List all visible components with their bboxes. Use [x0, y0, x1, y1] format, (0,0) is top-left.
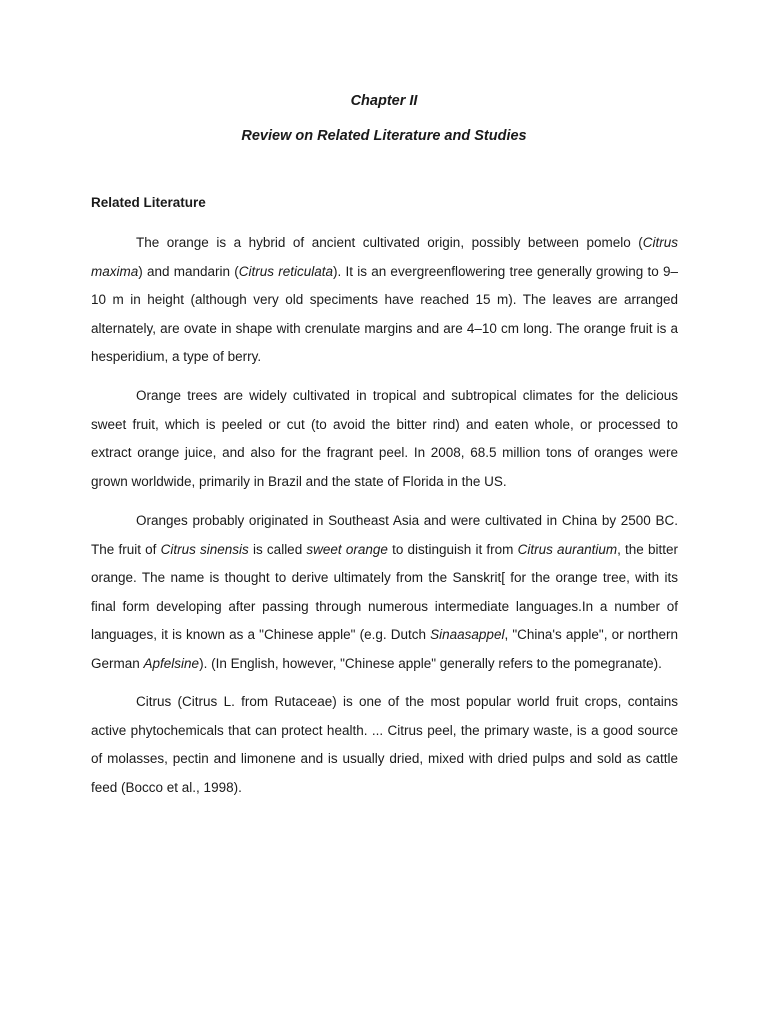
paragraph	[91, 507, 678, 678]
chapter-subtitle: Review on Related Literature and Studies	[241, 128, 527, 144]
text-run: The orange is a hybrid of ancient cultivated origin, possibly between pomelo (	[136, 235, 643, 250]
paragraph	[91, 382, 678, 496]
text-run: ). It is an evergreenflowering tree generally growing to 9–10 m in height (although very old speciments have reached 15 m). The leaves are arranged alternately, are ovate in shape with crenulate margins and are 4–10 cm long. The orange fruit is a hesperidium, a type of berry.	[91, 263, 678, 364]
chapter-title: Chapter II	[350, 93, 418, 109]
text-run: is called	[248, 541, 307, 557]
italic-text-run: Sinaasappel	[430, 627, 505, 642]
text-run: Orange trees are widely cultivated in tropical and subtropical climates for the delicious sweet fruit, which is peeled or cut (to avoid the bitter rind) and eaten whole, or processed to extract orange juice, and also for the fragrant peel. In 2008, 68.5 million tons of oranges were grown worldwide, primarily in Brazil and the state of Florida in the US.	[91, 388, 678, 489]
paragraph	[91, 688, 678, 802]
body-text-block	[91, 688, 678, 802]
italic-text-run: Apfelsine	[143, 655, 200, 671]
section-heading: Related Literature	[91, 195, 206, 210]
body-text-block	[91, 382, 678, 496]
paragraph	[91, 229, 678, 372]
body-text-block	[91, 229, 678, 372]
text-run: to distinguish it from	[387, 541, 518, 557]
text-run: Oranges probably originated in Southeast Asia and were cultivated in China by 2500 BC. The fruit of	[91, 513, 678, 557]
text-run: , the bitter orange. The name is thought to derive ultimately from the Sanskrit[ for the orange tree, with its final form developing after passing through numerous intermediate languages.In a number of languages, it is known as a "Chinese apple" (e.g. Dutch	[91, 541, 678, 642]
text-run: ). (In English, however, "Chinese apple" generally refers to the pomegranate).	[199, 655, 662, 671]
italic-text-run: sweet orange	[306, 541, 388, 557]
text-run: Citrus (Citrus L. from Rutaceae) is one of the most popular world fruit crops, contains active phytochemicals that can protect health. ... Citrus peel, the primary waste, is a good source of molasses, pectin and limonene and is usually dried, mixed with dried pulps and sold as cattle feed (Bocco et al., 1998).	[91, 694, 678, 795]
italic-text-run: Citrus maxima	[91, 235, 678, 279]
italic-text-run: Citrus reticulata	[238, 263, 334, 279]
text-run: ) and mandarin (	[138, 263, 239, 279]
text-run: , "China's apple", or northern German	[91, 627, 678, 671]
italic-text-run: Citrus aurantium	[517, 541, 618, 557]
italic-text-run: Citrus sinensis	[160, 541, 249, 557]
body-text-block	[91, 507, 678, 678]
